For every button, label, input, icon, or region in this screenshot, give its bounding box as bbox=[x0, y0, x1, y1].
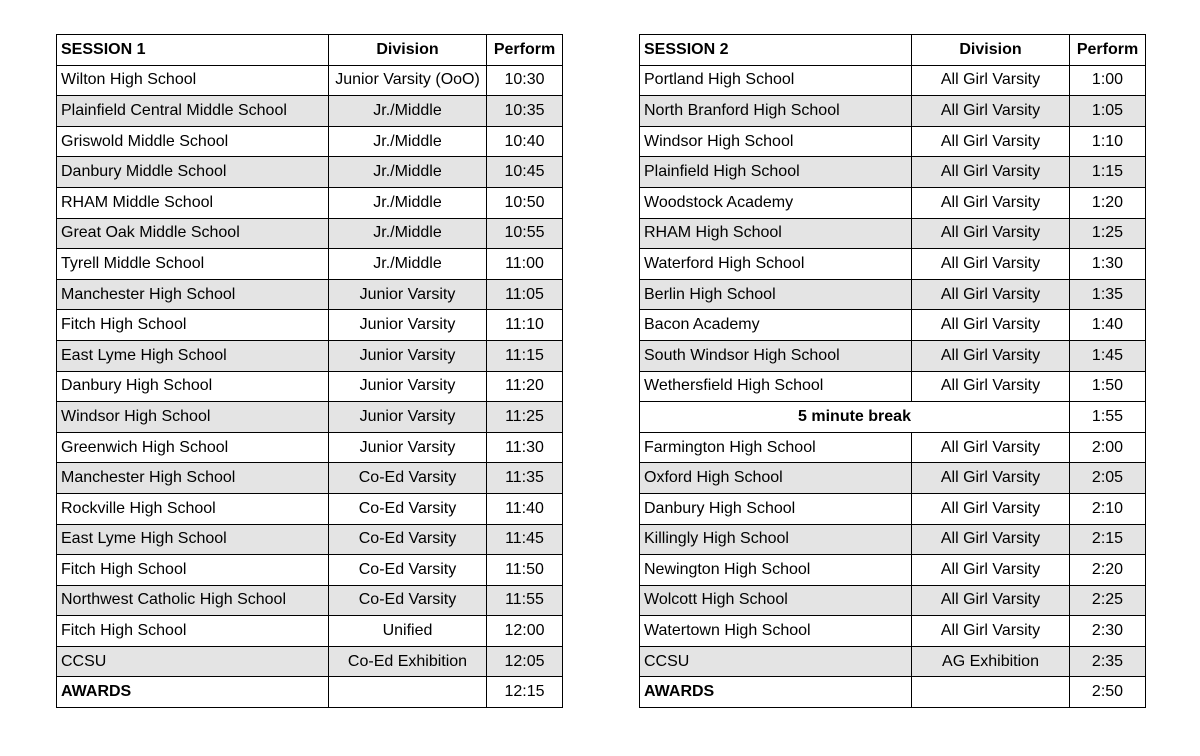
school-name: Watertown High School bbox=[640, 616, 912, 647]
division-cell: All Girl Varsity bbox=[912, 65, 1070, 96]
school-name: Danbury Middle School bbox=[57, 157, 329, 188]
perform-time: 2:00 bbox=[1070, 432, 1146, 463]
division-cell: All Girl Varsity bbox=[912, 463, 1070, 494]
perform-time: 2:15 bbox=[1070, 524, 1146, 555]
session-2-rows-before-break bbox=[640, 65, 1146, 402]
table-row bbox=[640, 157, 1146, 188]
school-name: CCSU bbox=[640, 646, 912, 677]
table-row bbox=[57, 310, 563, 341]
table-row bbox=[57, 616, 563, 647]
perform-time: 1:00 bbox=[1070, 65, 1146, 96]
perform-time: 1:05 bbox=[1070, 96, 1146, 127]
table-row bbox=[640, 126, 1146, 157]
table-row bbox=[640, 371, 1146, 402]
table-row bbox=[640, 310, 1146, 341]
division-cell: Co-Ed Exhibition bbox=[329, 646, 487, 677]
table-row bbox=[640, 218, 1146, 249]
perform-time: 1:50 bbox=[1070, 371, 1146, 402]
division-cell: All Girl Varsity bbox=[912, 218, 1070, 249]
table-row bbox=[640, 249, 1146, 280]
table-row bbox=[640, 555, 1146, 586]
school-name: North Branford High School bbox=[640, 96, 912, 127]
awards-division bbox=[329, 677, 487, 708]
division-cell: All Girl Varsity bbox=[912, 371, 1070, 402]
break-row bbox=[640, 402, 1146, 433]
awards-row bbox=[640, 677, 1146, 708]
table-row bbox=[57, 126, 563, 157]
perform-header: Perform bbox=[1070, 35, 1146, 66]
perform-time: 11:10 bbox=[487, 310, 563, 341]
break-time: 1:55 bbox=[1070, 402, 1146, 433]
school-name: Berlin High School bbox=[640, 279, 912, 310]
school-name: Tyrell Middle School bbox=[57, 249, 329, 280]
perform-time: 11:25 bbox=[487, 402, 563, 433]
perform-time: 1:35 bbox=[1070, 279, 1146, 310]
school-name: Portland High School bbox=[640, 65, 912, 96]
division-cell: All Girl Varsity bbox=[912, 555, 1070, 586]
school-name: Griswold Middle School bbox=[57, 126, 329, 157]
table-row bbox=[57, 187, 563, 218]
table-row bbox=[57, 432, 563, 463]
session-title: SESSION 2 bbox=[640, 35, 912, 66]
division-cell: Co-Ed Varsity bbox=[329, 493, 487, 524]
header-row bbox=[57, 35, 563, 66]
awards-label: AWARDS bbox=[57, 677, 329, 708]
perform-time: 11:00 bbox=[487, 249, 563, 280]
table-row bbox=[57, 249, 563, 280]
break-label: 5 minute break bbox=[640, 402, 1070, 433]
table-row bbox=[57, 493, 563, 524]
school-name: CCSU bbox=[57, 646, 329, 677]
school-name: Newington High School bbox=[640, 555, 912, 586]
division-cell: Junior Varsity bbox=[329, 310, 487, 341]
table-row bbox=[57, 279, 563, 310]
division-cell: All Girl Varsity bbox=[912, 279, 1070, 310]
division-cell: All Girl Varsity bbox=[912, 157, 1070, 188]
division-cell: All Girl Varsity bbox=[912, 493, 1070, 524]
table-row bbox=[57, 555, 563, 586]
perform-time: 11:20 bbox=[487, 371, 563, 402]
division-cell: All Girl Varsity bbox=[912, 340, 1070, 371]
school-name: Manchester High School bbox=[57, 279, 329, 310]
school-name: Windsor High School bbox=[57, 402, 329, 433]
awards-row bbox=[57, 677, 563, 708]
school-name: Farmington High School bbox=[640, 432, 912, 463]
division-cell: Jr./Middle bbox=[329, 249, 487, 280]
school-name: Great Oak Middle School bbox=[57, 218, 329, 249]
school-name: Fitch High School bbox=[57, 616, 329, 647]
table-row bbox=[640, 524, 1146, 555]
perform-time: 11:05 bbox=[487, 279, 563, 310]
table-row bbox=[57, 463, 563, 494]
table-row bbox=[57, 218, 563, 249]
session-2-table bbox=[639, 34, 1146, 708]
awards-time: 12:15 bbox=[487, 677, 563, 708]
school-name: South Windsor High School bbox=[640, 340, 912, 371]
table-row bbox=[640, 432, 1146, 463]
division-cell: Junior Varsity (OoO) bbox=[329, 65, 487, 96]
division-cell: Jr./Middle bbox=[329, 157, 487, 188]
school-name: Bacon Academy bbox=[640, 310, 912, 341]
perform-time: 11:15 bbox=[487, 340, 563, 371]
division-cell: All Girl Varsity bbox=[912, 432, 1070, 463]
division-cell: All Girl Varsity bbox=[912, 310, 1070, 341]
table-row bbox=[57, 646, 563, 677]
division-header: Division bbox=[329, 35, 487, 66]
perform-time: 1:40 bbox=[1070, 310, 1146, 341]
table-row bbox=[57, 524, 563, 555]
table-row bbox=[640, 493, 1146, 524]
school-name: Greenwich High School bbox=[57, 432, 329, 463]
perform-time: 12:05 bbox=[487, 646, 563, 677]
perform-time: 11:40 bbox=[487, 493, 563, 524]
perform-time: 11:45 bbox=[487, 524, 563, 555]
perform-time: 2:30 bbox=[1070, 616, 1146, 647]
table-row bbox=[640, 96, 1146, 127]
division-cell: Junior Varsity bbox=[329, 371, 487, 402]
session-1-table bbox=[56, 34, 563, 708]
school-name: Danbury High School bbox=[57, 371, 329, 402]
division-cell: All Girl Varsity bbox=[912, 187, 1070, 218]
division-cell: Unified bbox=[329, 616, 487, 647]
division-cell: AG Exhibition bbox=[912, 646, 1070, 677]
school-name: Wilton High School bbox=[57, 65, 329, 96]
school-name: East Lyme High School bbox=[57, 340, 329, 371]
table-row bbox=[640, 65, 1146, 96]
division-cell: Co-Ed Varsity bbox=[329, 585, 487, 616]
school-name: East Lyme High School bbox=[57, 524, 329, 555]
table-row bbox=[57, 65, 563, 96]
perform-time: 2:10 bbox=[1070, 493, 1146, 524]
division-header: Division bbox=[912, 35, 1070, 66]
perform-time: 11:50 bbox=[487, 555, 563, 586]
division-cell: Junior Varsity bbox=[329, 432, 487, 463]
perform-time: 10:30 bbox=[487, 65, 563, 96]
division-cell: All Girl Varsity bbox=[912, 524, 1070, 555]
perform-time: 2:35 bbox=[1070, 646, 1146, 677]
school-name: RHAM High School bbox=[640, 218, 912, 249]
table-row bbox=[640, 187, 1146, 218]
perform-header: Perform bbox=[487, 35, 563, 66]
school-name: Danbury High School bbox=[640, 493, 912, 524]
perform-time: 1:20 bbox=[1070, 187, 1146, 218]
perform-time: 11:30 bbox=[487, 432, 563, 463]
table-row bbox=[57, 340, 563, 371]
table-row bbox=[640, 463, 1146, 494]
perform-time: 12:00 bbox=[487, 616, 563, 647]
table-row bbox=[57, 585, 563, 616]
break-section bbox=[640, 402, 1146, 433]
perform-time: 1:45 bbox=[1070, 340, 1146, 371]
school-name: Northwest Catholic High School bbox=[57, 585, 329, 616]
session-1-rows bbox=[57, 65, 563, 677]
school-name: Plainfield High School bbox=[640, 157, 912, 188]
table-row bbox=[57, 402, 563, 433]
perform-time: 11:55 bbox=[487, 585, 563, 616]
division-cell: All Girl Varsity bbox=[912, 126, 1070, 157]
table-row bbox=[640, 616, 1146, 647]
school-name: Fitch High School bbox=[57, 555, 329, 586]
school-name: Plainfield Central Middle School bbox=[57, 96, 329, 127]
awards-time: 2:50 bbox=[1070, 677, 1146, 708]
table-row bbox=[640, 340, 1146, 371]
school-name: Wethersfield High School bbox=[640, 371, 912, 402]
header-row bbox=[640, 35, 1146, 66]
perform-time: 10:50 bbox=[487, 187, 563, 218]
school-name: RHAM Middle School bbox=[57, 187, 329, 218]
perform-time: 11:35 bbox=[487, 463, 563, 494]
division-cell: Junior Varsity bbox=[329, 340, 487, 371]
division-cell: Junior Varsity bbox=[329, 402, 487, 433]
perform-time: 2:20 bbox=[1070, 555, 1146, 586]
perform-time: 10:55 bbox=[487, 218, 563, 249]
perform-time: 10:35 bbox=[487, 96, 563, 127]
division-cell: Co-Ed Varsity bbox=[329, 555, 487, 586]
division-cell: Jr./Middle bbox=[329, 126, 487, 157]
school-name: Rockville High School bbox=[57, 493, 329, 524]
table-row bbox=[640, 279, 1146, 310]
division-cell: Co-Ed Varsity bbox=[329, 524, 487, 555]
perform-time: 1:15 bbox=[1070, 157, 1146, 188]
division-cell: All Girl Varsity bbox=[912, 249, 1070, 280]
perform-time: 1:25 bbox=[1070, 218, 1146, 249]
awards-label: AWARDS bbox=[640, 677, 912, 708]
school-name: Manchester High School bbox=[57, 463, 329, 494]
division-cell: All Girl Varsity bbox=[912, 96, 1070, 127]
perform-time: 2:05 bbox=[1070, 463, 1146, 494]
school-name: Waterford High School bbox=[640, 249, 912, 280]
school-name: Fitch High School bbox=[57, 310, 329, 341]
awards-division bbox=[912, 677, 1070, 708]
table-row bbox=[640, 585, 1146, 616]
school-name: Windsor High School bbox=[640, 126, 912, 157]
perform-time: 1:10 bbox=[1070, 126, 1146, 157]
division-cell: Co-Ed Varsity bbox=[329, 463, 487, 494]
session-title: SESSION 1 bbox=[57, 35, 329, 66]
perform-time: 10:40 bbox=[487, 126, 563, 157]
division-cell: All Girl Varsity bbox=[912, 585, 1070, 616]
session-2-rows-after-break bbox=[640, 432, 1146, 677]
table-row bbox=[57, 96, 563, 127]
division-cell: Jr./Middle bbox=[329, 218, 487, 249]
perform-time: 2:25 bbox=[1070, 585, 1146, 616]
school-name: Killingly High School bbox=[640, 524, 912, 555]
table-row bbox=[640, 646, 1146, 677]
division-cell: All Girl Varsity bbox=[912, 616, 1070, 647]
school-name: Oxford High School bbox=[640, 463, 912, 494]
division-cell: Jr./Middle bbox=[329, 187, 487, 218]
division-cell: Junior Varsity bbox=[329, 279, 487, 310]
school-name: Woodstock Academy bbox=[640, 187, 912, 218]
perform-time: 1:30 bbox=[1070, 249, 1146, 280]
division-cell: Jr./Middle bbox=[329, 96, 487, 127]
perform-time: 10:45 bbox=[487, 157, 563, 188]
school-name: Wolcott High School bbox=[640, 585, 912, 616]
table-row bbox=[57, 157, 563, 188]
table-row bbox=[57, 371, 563, 402]
